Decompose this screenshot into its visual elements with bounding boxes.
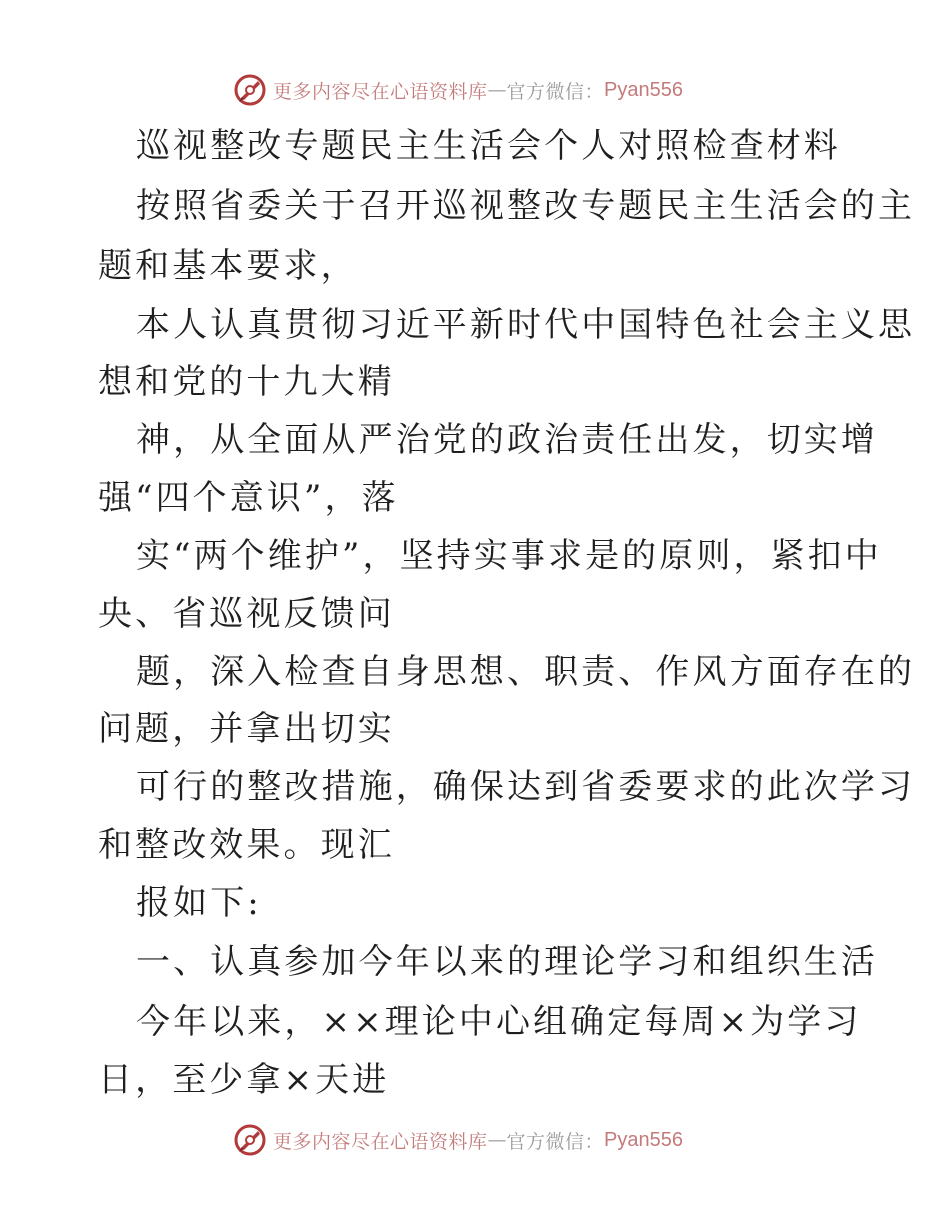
paragraph-line: 和整改效果。现汇 [98, 825, 395, 865]
paragraph-line: 今年以来，××理论中心组确定每周×为学习 [136, 1002, 862, 1042]
section-heading: 一、认真参加今年以来的理论学习和组织生活 [136, 942, 878, 982]
paragraph-line: 神，从全面从严治党的政治责任出发，切实增 [136, 420, 878, 460]
paragraph-line: 按照省委关于召开巡视整改专题民主生活会的主 [136, 186, 916, 226]
paragraph-line: 本人认真贯彻习近平新时代中国特色社会主义思 [136, 305, 916, 345]
paragraph-line: 报如下: [136, 883, 262, 923]
watermark-text: 更多内容尽在心语资料库 [273, 80, 488, 103]
footer-watermark [233, 1122, 683, 1158]
watermark-label: 官方微信： [506, 80, 605, 103]
paragraph-line: 可行的整改措施，确保达到省委要求的此次学习 [136, 767, 916, 807]
quill-seal-logo-icon [233, 73, 267, 107]
quill-seal-logo-icon [233, 1123, 267, 1157]
paragraph-line: 问题，并拿出切实 [98, 709, 395, 749]
paragraph-line: 强“四个意识”，落 [98, 478, 399, 518]
paragraph-line: 想和党的十九大精 [98, 362, 395, 402]
watermark-wechat-id: Pyan556 [604, 1128, 683, 1151]
document-title: 巡视整改专题民主生活会个人对照检查材料 [136, 126, 841, 166]
watermark-label: 官方微信： [506, 1130, 605, 1153]
paragraph-line: 题和基本要求， [98, 246, 358, 286]
header-watermark [233, 72, 683, 108]
paragraph-line: 题，深入检查自身思想、职责、作风方面存在的 [136, 652, 916, 692]
watermark-text: 更多内容尽在心语资料库 [273, 1130, 488, 1153]
watermark-wechat-id: Pyan556 [604, 78, 683, 101]
watermark-separator: — [487, 79, 507, 101]
watermark-separator: — [487, 1129, 507, 1151]
paragraph-line: 央、省巡视反馈问 [98, 594, 395, 634]
paragraph-line: 日，至少拿×天进 [98, 1060, 390, 1100]
paragraph-line: 实“两个维护”，坚持实事求是的原则，紧扣中 [136, 536, 882, 576]
